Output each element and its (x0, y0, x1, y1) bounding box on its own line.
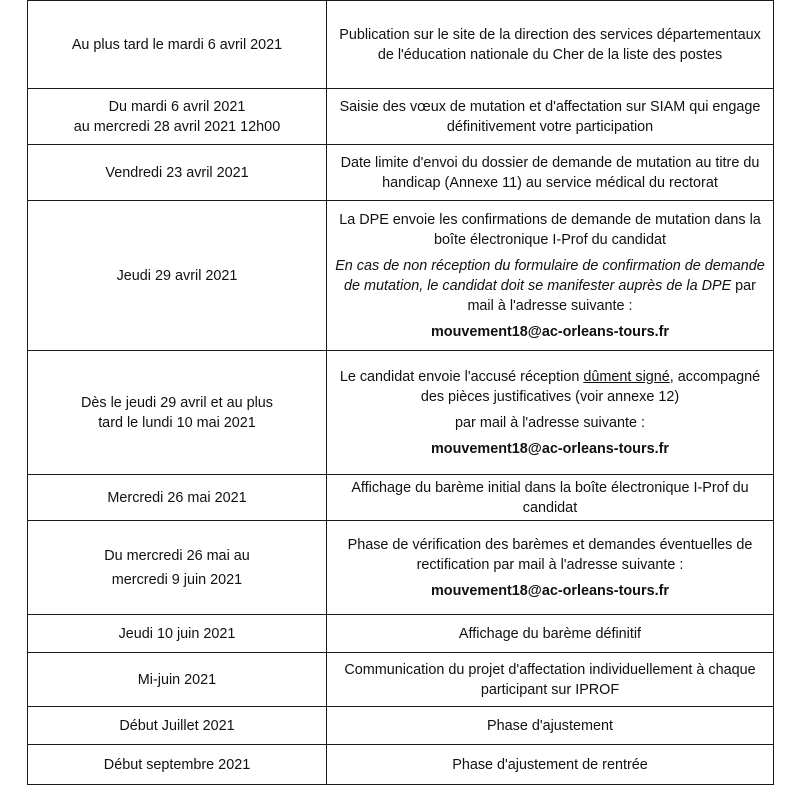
description-text (335, 367, 765, 407)
date-text: Du mercredi 26 mai au (104, 547, 250, 564)
date-text: au mercredi 28 avril 2021 12h00 (73, 118, 281, 135)
description-text: Publication sur le site de la direction des services départementaux de l'éducation nationale du Cher de la liste des postes (339, 26, 761, 63)
table-row (28, 653, 774, 707)
table-row (28, 201, 774, 351)
date-cell (28, 201, 327, 351)
description-cell (327, 351, 774, 475)
date-text: Mercredi 26 mai 2021 (107, 489, 247, 506)
table-row (28, 89, 774, 145)
table-row (28, 521, 774, 615)
description-cell (327, 201, 774, 351)
date-text: Dès le jeudi 29 avril et au plus (81, 394, 273, 411)
description-cell (327, 145, 774, 201)
description-text: Affichage du barème initial dans la boîte électronique I-Prof du candidat (351, 479, 749, 516)
description-cell (327, 707, 774, 745)
table-row (28, 615, 774, 653)
date-text: mercredi 9 juin 2021 (111, 571, 243, 588)
date-cell (28, 653, 327, 707)
description-cell (327, 475, 774, 521)
description-text: La DPE envoie les confirmations de demande de mutation dans la boîte électronique I-Prof du candidat (339, 211, 761, 248)
description-text: Phase de vérification des barèmes et demandes éventuelles de rectification par mail à l'adresse suivante : (347, 536, 753, 573)
description-text: Affichage du barème définitif (458, 625, 642, 642)
date-text: Mi-juin 2021 (137, 671, 217, 688)
description-cell (327, 89, 774, 145)
description-cell (327, 521, 774, 615)
email-address: mouvement18@ac-orleans-tours.fr (431, 582, 669, 599)
description-part: Le candidat envoie l'accusé réception (339, 368, 584, 385)
date-text: Vendredi 23 avril 2021 (105, 164, 249, 181)
table-row (28, 475, 774, 521)
date-cell (28, 145, 327, 201)
calendar-table (27, 0, 774, 785)
date-cell (28, 707, 327, 745)
date-text: Au plus tard le mardi 6 avril 2021 (71, 36, 283, 53)
date-text: Jeudi 10 juin 2021 (118, 625, 236, 642)
description-text: Date limite d'envoi du dossier de demande de mutation au titre du handicap (Annexe 11) au service médical du rectorat (340, 154, 760, 191)
email-address: mouvement18@ac-orleans-tours.fr (431, 323, 669, 340)
description-cell (327, 1, 774, 89)
table-row (28, 745, 774, 785)
description-part: , accompagné des pièces justificatives (voir annexe 12) (420, 368, 761, 405)
date-cell (28, 745, 327, 785)
table-row (28, 145, 774, 201)
email-address: mouvement18@ac-orleans-tours.fr (431, 440, 669, 457)
description-text: Phase d'ajustement de rentrée (452, 756, 648, 773)
date-cell (28, 615, 327, 653)
description-cell (327, 745, 774, 785)
underlined-text: dûment signé (583, 368, 670, 385)
description-text: Saisie des vœux de mutation et d'affectation sur SIAM qui engage définitivement votre participation (339, 98, 761, 135)
description-text: Communication du projet d'affectation individuellement à chaque participant sur IPROF (344, 661, 756, 698)
table-row (28, 351, 774, 475)
table-row (28, 1, 774, 89)
date-text: Début Juillet 2021 (119, 717, 235, 734)
date-cell (28, 475, 327, 521)
note-suffix: par mail à l'adresse suivante : (467, 277, 756, 314)
description-cell (327, 615, 774, 653)
italic-note: En cas de non réception du formulaire de confirmation de demande de mutation, le candidat doit se manifester auprès de la DPE (335, 257, 765, 294)
date-cell (28, 1, 327, 89)
date-text: Du mardi 6 avril 2021 (108, 98, 246, 115)
description-note (335, 256, 765, 316)
date-cell (28, 521, 327, 615)
date-text: Début septembre 2021 (103, 756, 251, 773)
date-text: Jeudi 29 avril 2021 (116, 267, 238, 284)
table-row (28, 707, 774, 745)
date-text: tard le lundi 10 mai 2021 (98, 414, 256, 431)
date-cell (28, 351, 327, 475)
date-cell (28, 89, 327, 145)
description-cell (327, 653, 774, 707)
description-text: Phase d'ajustement (487, 717, 613, 734)
description-text: par mail à l'adresse suivante : (455, 414, 645, 431)
